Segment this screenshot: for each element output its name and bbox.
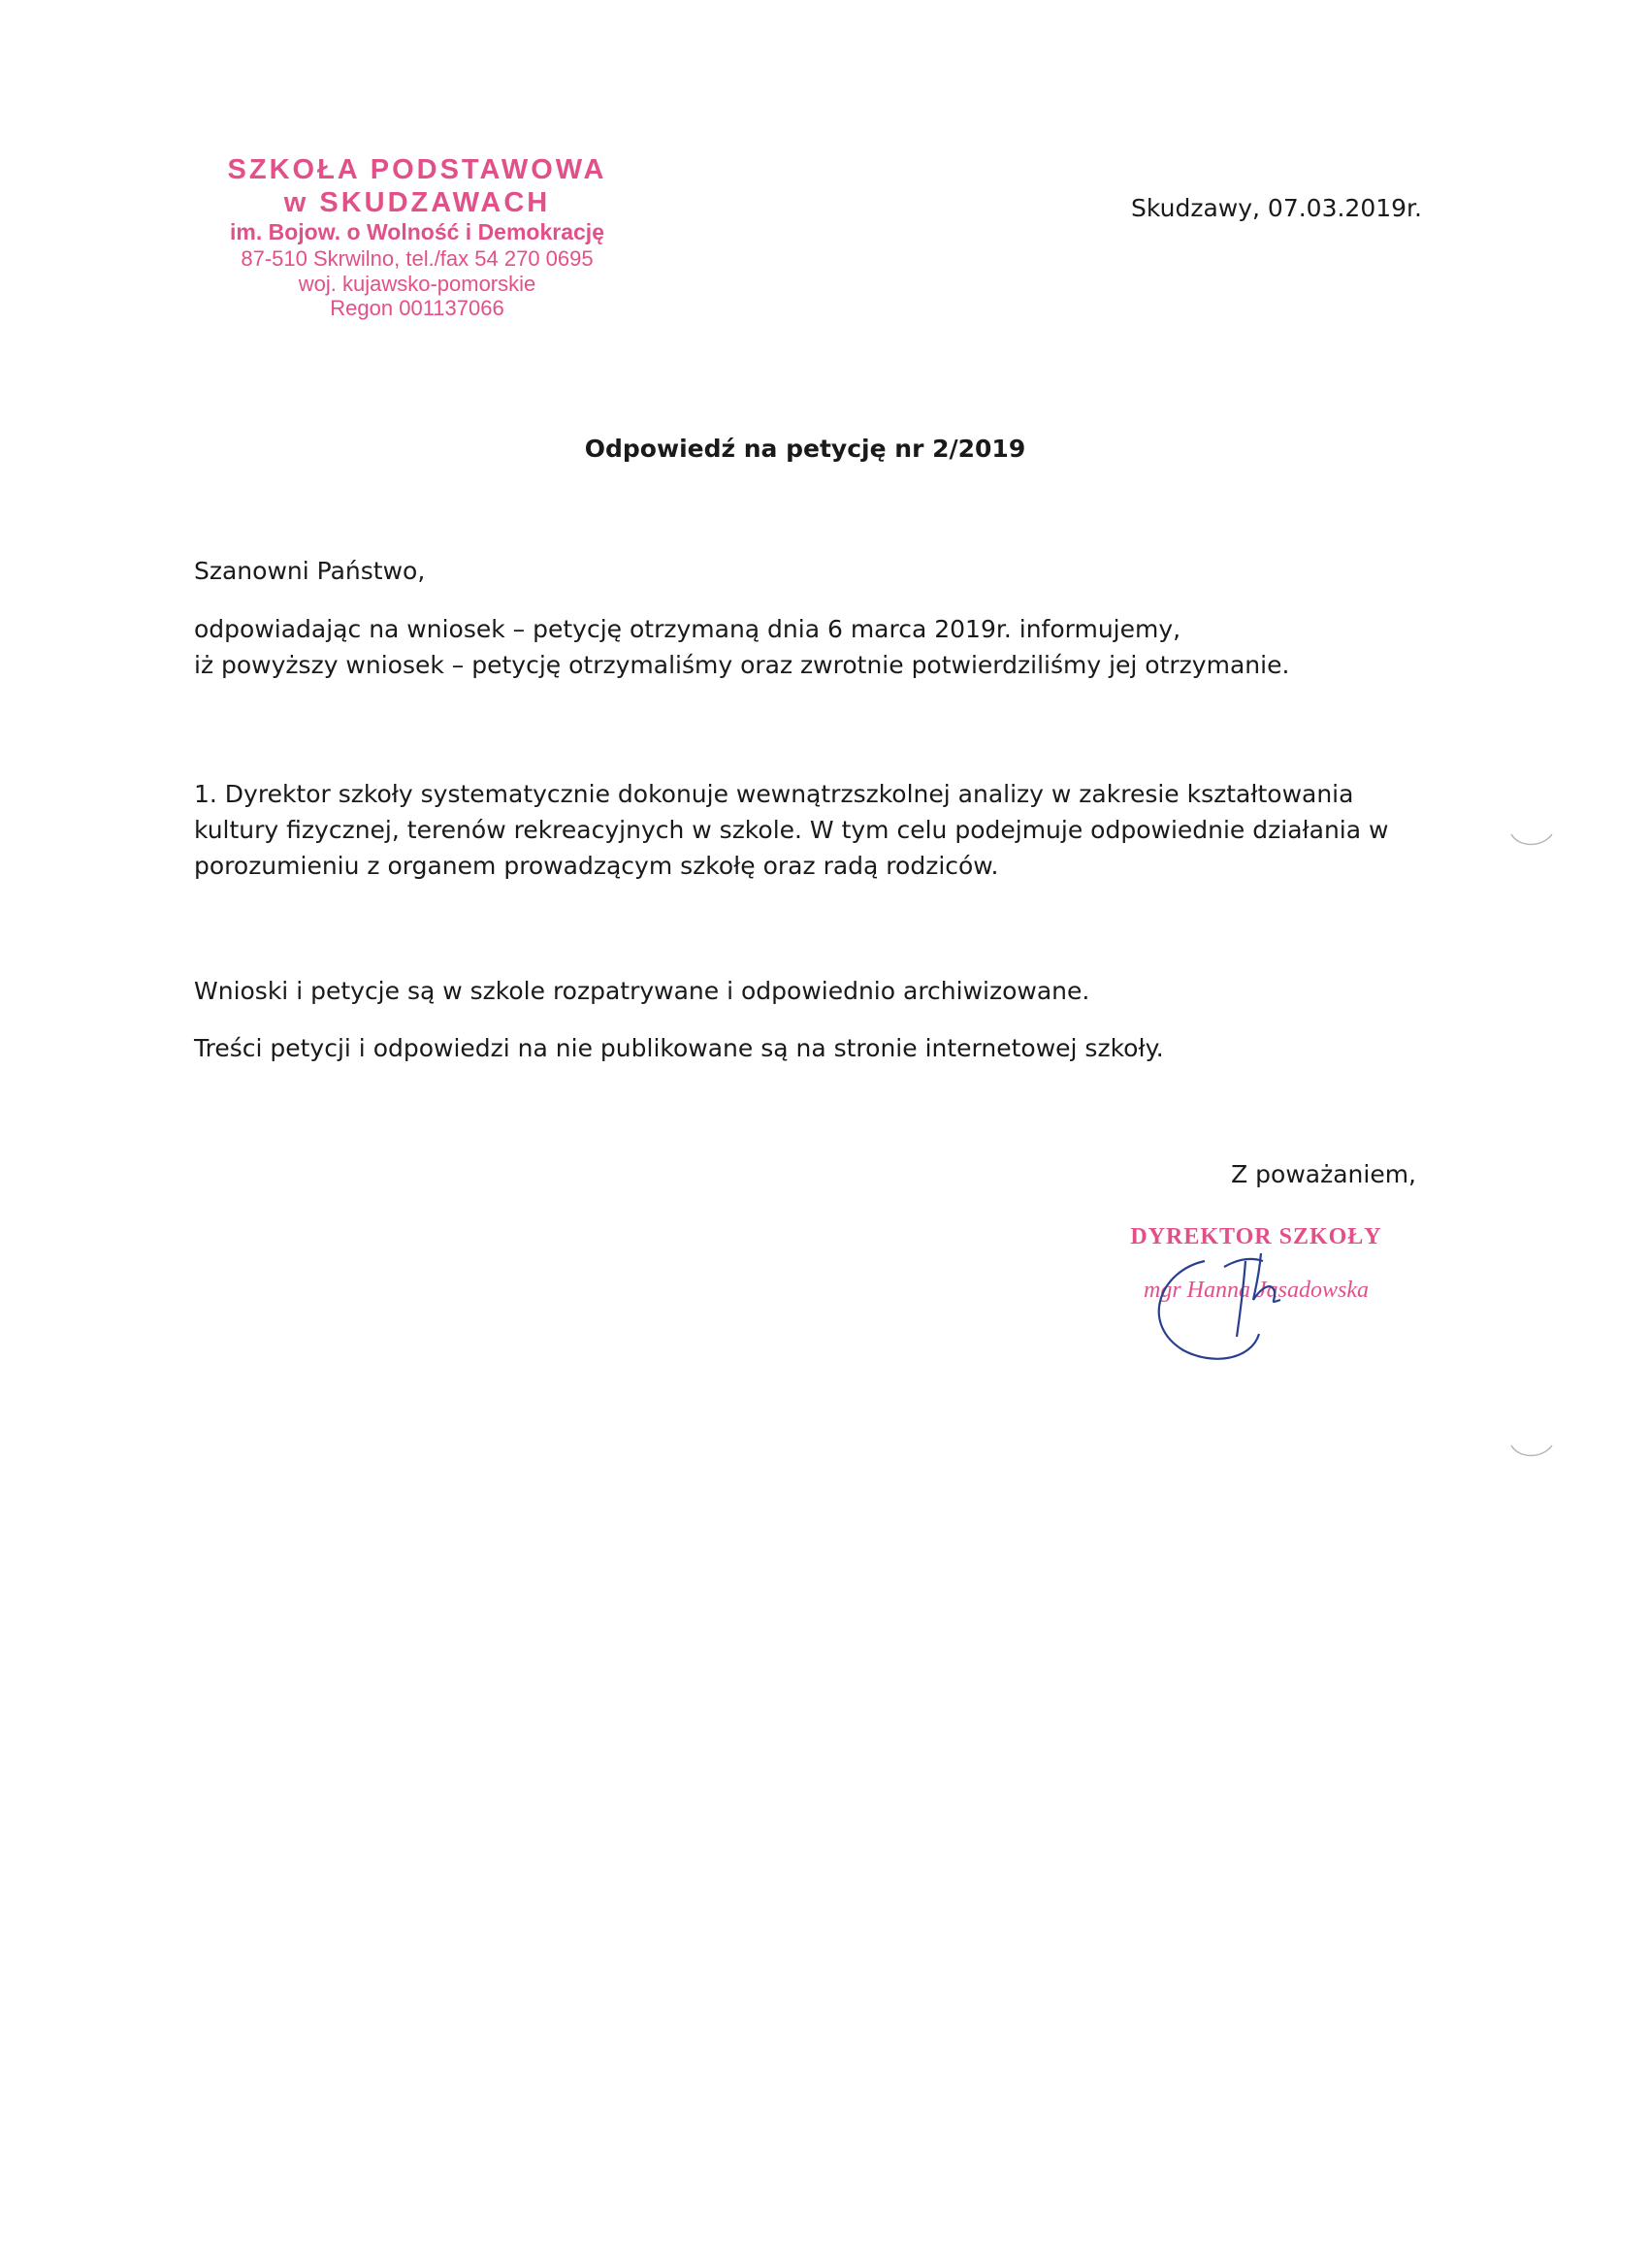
stamp-school-name: SZKOŁA PODSTAWOWA bbox=[227, 154, 607, 185]
intro-line: iż powyższy wniosek – petycję otrzymaliśmy oraz zwrotnie potwierdziliśmy jej otrzymanie. bbox=[194, 651, 1290, 679]
director-role: DYREKTOR SZKOŁY bbox=[1130, 1224, 1382, 1249]
stamp-regon: Regon 001137066 bbox=[330, 296, 504, 321]
closing-phrase: Z poważaniem, bbox=[1231, 1160, 1416, 1188]
document-title: Odpowiedź na petycję nr 2/2019 bbox=[584, 435, 1026, 463]
point-one-paragraph bbox=[194, 776, 1388, 884]
intro-line: odpowiadając na wniosek – petycję otrzymaną dnia 6 marca 2019r. informujemy, bbox=[194, 615, 1181, 643]
intro-paragraph bbox=[194, 611, 1289, 683]
director-name: mgr Hanna Jasadowska bbox=[1144, 1278, 1369, 1303]
stamp-school-patron: im. Bojow. o Wolność i Demokrację bbox=[230, 219, 604, 245]
punch-hole-mark bbox=[1509, 1442, 1554, 1461]
stamp-voivodeship: woj. kujawsko-pomorskie bbox=[298, 271, 536, 296]
stamp-address: 87-510 Skrwilno, tel./fax 54 270 0695 bbox=[241, 245, 594, 271]
point-line: 1. Dyrektor szkoły systematycznie dokonuje wewnątrzszkolnej analizy w zakresie kształtowania bbox=[194, 780, 1354, 808]
stamp-school-location: w SKUDZAWACH bbox=[283, 187, 551, 219]
salutation: Szanowni Państwo, bbox=[194, 557, 426, 585]
handwritten-signature bbox=[1145, 1232, 1319, 1377]
point-line: porozumieniu z organem prowadzącym szkołę oraz radą rodziców. bbox=[194, 852, 999, 880]
school-stamp bbox=[194, 153, 640, 321]
point-line: kultury fizycznej, terenów rekreacyjnych w szkole. W tym celu podejmuje odpowiednie działania w bbox=[194, 816, 1389, 844]
archive-paragraph: Wnioski i petycje są w szkole rozpatrywane i odpowiednio archiwizowane. bbox=[194, 977, 1090, 1005]
document-date: Skudzawy, 07.03.2019r. bbox=[1131, 194, 1422, 222]
publication-paragraph: Treści petycji i odpowiedzi na nie publikowane są na stronie internetowej szkoły. bbox=[194, 1034, 1164, 1062]
punch-hole-mark bbox=[1509, 830, 1554, 850]
